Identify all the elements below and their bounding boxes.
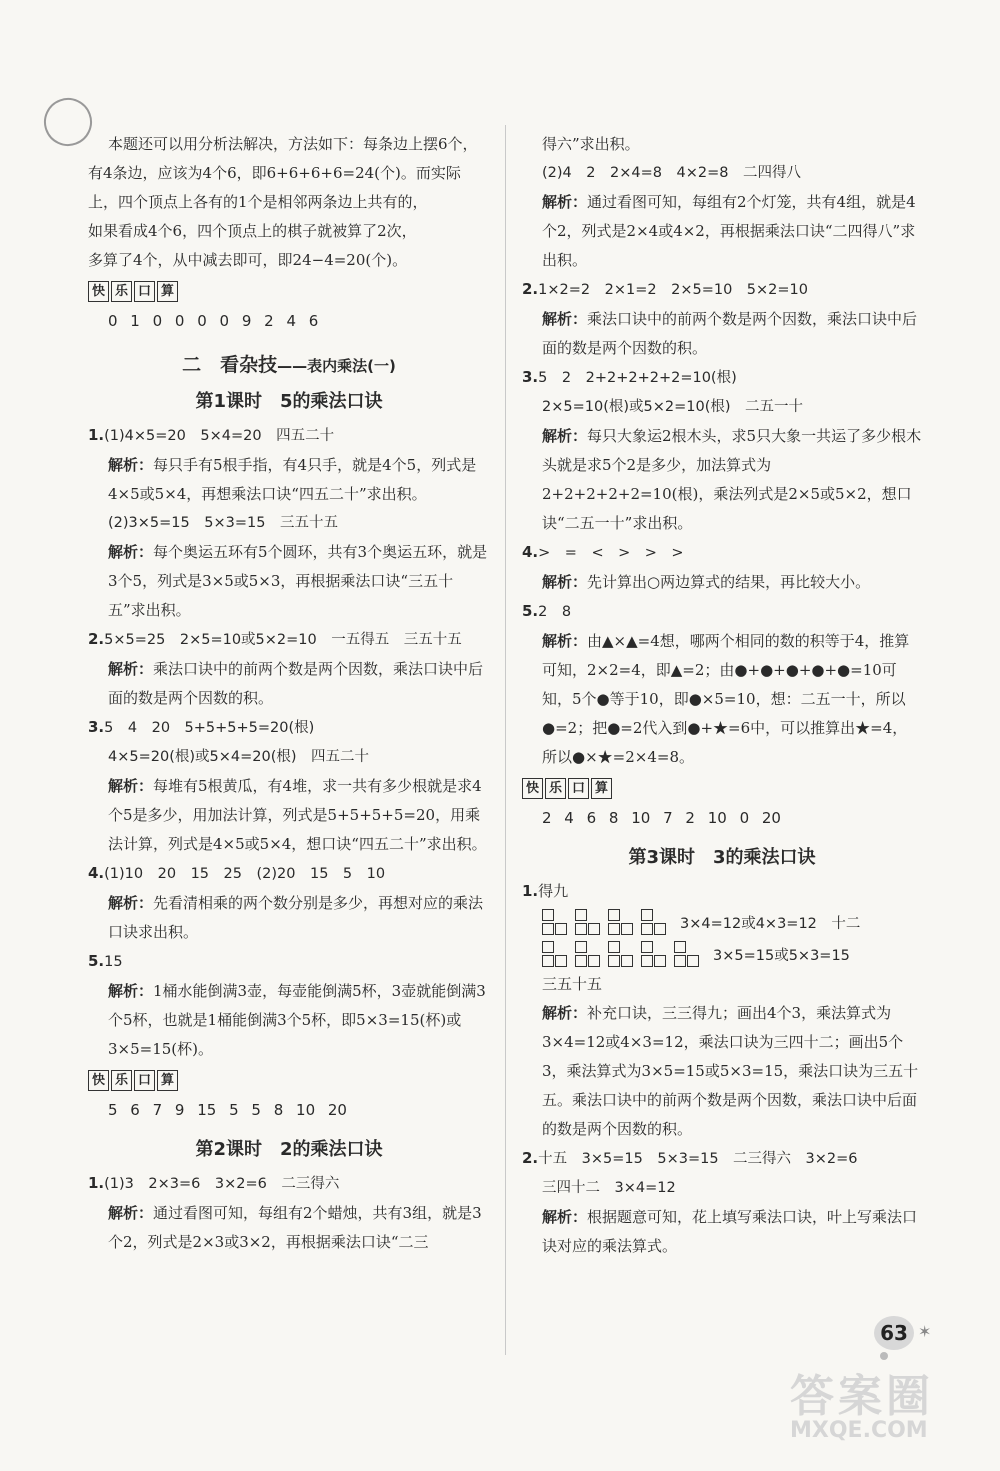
square-drawing-row: 3×5=15或5×3=15	[522, 938, 922, 970]
dot-decoration	[880, 1352, 888, 1360]
section-title: 第1课时 5的乘法口诀	[195, 391, 383, 412]
chapter-title: 二 看杂技——表内乘法(一)	[182, 354, 396, 376]
intro-line: 上，四个顶点上各有的1个是相邻两条边上共有的，	[88, 193, 428, 211]
intro-line: 有4条边，应该为4个6，即6+6+6+6=24(个)。而实际	[88, 164, 461, 182]
column-divider	[505, 125, 506, 1355]
kuaile-kousuan-label: 快 乐 口 算	[522, 778, 922, 799]
kuaile-answers: 2 4 6 8 10 7 2 10 0 20	[542, 809, 781, 827]
square-drawing-row: 3×4=12或4×3=12 十二	[522, 906, 922, 938]
right-column: 得六”求出积。 (2)4 2 2×4=8 4×2=8 二四得八 解析：通过看图可知，每组有2个灯笼，共有4组，就是4个2，列式是2×4或4×2，再根据乘法口诀“二四得八”求出积。 2.1×2=2 2×1=2 2×5=10 5×2=10 解析：乘法口诀中的前两个数是两个因数，乘法口诀中后面的数是两个因数的积。 3.5 2 2+2+2+2+2=10(根) 2×5=10(根)或5×2=10(根) 二五一十 解析：每只大象运2根木头，求5只大象一共运了多少根木头就是求5个2是多少，加法算式为2+2+2+2+2=10(根)，乘法列式是2×5或5×2，想口诀“二五一十”求出积。 4.> = < > > > 解析：先计算出○两边算式的结果，再比较大小。 5.2 8 解析：由▲×▲=4想，哪两个相同的数的积等于4，推算可知，2×2=4，即▲=2；由●+●+●+●+●=10可知，5个●等于10，即●×5=10，想：二五一十，所以●=2；把●=2代入到●+★=6中，可以推算出★=4，所以●×★=2×4=8。 快 乐 口 算 2 4 6 8 10 7 2 10 0 20 第3课时 3的乘法口诀 1.得九 3×4=12或4×3=12 十二 3×5=15或5×3=15 三五十五 解析：补充口诀，三三得九；画出4个3，乘法算式为3×4=12或4×3=12，乘法口诀为三四十二；画出5个3，乘法算式为3×5=15或5×3=15，乘法口诀为三五十五。乘法口诀中的前两个数是两个因数，乘法口诀中后面的数是两个因数的积。 2.十五 3×5=15 5×3=15 二三得六 3×2=6 三四十二 3×4=12 解析：根据题意可知，花上填写乘法口诀，叶上写乘法口诀对应的乘法算式。	[522, 135, 922, 1255]
intro-line: 如果看成4个6，四个顶点上的棋子就被算了2次，	[88, 222, 417, 240]
section-title: 第2课时 2的乘法口诀	[195, 1139, 383, 1160]
kuaile-answers: 5 6 7 9 15 5 5 8 10 20	[108, 1101, 347, 1119]
kuaile-kousuan-label: 快 乐 口 算	[88, 281, 490, 302]
section-title: 第3课时 3的乘法口诀	[628, 847, 816, 868]
square-groups	[542, 909, 666, 935]
watermark: 答案圈 MXQE.COM	[790, 1371, 934, 1443]
page-number: 63	[874, 1316, 914, 1350]
answer-block: 1.(1)4×5=20 5×4=20 四五二十 解析：每只手有5根手指，有4只手，就是4个5，列式是4×5或5×4，再想乘法口诀“四五二十”求出积。 (2)3×5=15 5×3=15 三五十五 解析：每个奥运五环有5个圆环，共有3个奥运五环，就是3个5，列式是3×5或5×3，再根据乘法口诀“三五十五”求出积。 2.5×5=25 2×5=10或5×2=10 一五得五 三五十五 解析：乘法口诀中的前两个数是两个因数，乘法口诀中后面的数是两个因数的积。 3.5 4 20 5+5+5+5=20(根) 4×5=20(根)或5×4=20(根) 四五二十 解析：每堆有5根黄瓜，有4堆，求一共有多少根就是求4个5是多少，用加法计算，列式是5+5+5+5=20，用乘法计算，列式是4×5或5×4，想口诀“四五二十”求出积。 4.(1)10 20 15 25 (2)20 15 5 10 解析：先看清相乘的两个数分别是多少，再想对应的乘法口诀求出积。 5.15 解析：1桶水能倒满3壶，每壶能倒满5杯，3壶就能倒满3个5杯，也就是1桶能倒满3个5杯，即5×3=15(杯)或3×5=15(杯)。	[88, 426, 488, 1058]
intro-line: 多算了4个，从中减去即可，即24−4=20(个)。	[88, 251, 408, 269]
square-groups	[542, 941, 699, 967]
left-column: 本题还可以用分析法解决，方法如下：每条边上摆6个， 有4条边，应该为4个6，即6+6+6+6=24(个)。而实际 上，四个顶点上各有的1个是相邻两条边上共有的， 如果看成4个6，四个顶点上的棋子就被算了2次， 多算了4个，从中减去即可，即24−4=20(个)。 快 乐 口 算 0 1 0 0 0 0 9 2 4 6 二 看杂技——表内乘法(一) 第1课时 5的乘法口诀 1.(1)4×5=20 5×4=20 四五二十 解析：每只手有5根手指，有4只手，就是4个5，列式是4×5或5×4，再想乘法口诀“四五二十”求出积。 (2)3×5=15 5×3=15 三五十五 解析：每个奥运五环有5个圆环，共有3个奥运五环，就是3个5，列式是3×5或5×3，再根据乘法口诀“三五十五”求出积。 2.5×5=25 2×5=10或5×2=10 一五得五 三五十五 解析：乘法口诀中的前两个数是两个因数，乘法口诀中后面的数是两个因数的积。 3.5 4 20 5+5+5+5=20(根) 4×5=20(根)或5×4=20(根) 四五二十 解析：每堆有5根黄瓜，有4堆，求一共有多少根就是求4个5是多少，用加法计算，列式是5+5+5+5=20，用乘法计算，列式是4×5或5×4，想口诀“四五二十”求出积。 4.(1)10 20 15 25 (2)20 15 5 10 解析：先看清相乘的两个数分别是多少，再想对应的乘法口诀求出积。 5.15 解析：1桶水能倒满3壶，每壶能倒满5杯，3壶就能倒满3个5杯，也就是1桶能倒满3个5杯，即5×3=15(杯)或3×5=15(杯)。 快 乐 口 算 5 6 7 9 15 5 5 8 10 20 第2课时 2的乘法口诀 1.(1)3 2×3=6 3×2=6 二三得六 解析：通过看图可知，每组有2个蜡烛，共有3组，就是3个2，列式是2×3或3×2，再根据乘法口诀“二三	[88, 130, 490, 1257]
kuaile-kousuan-label: 快 乐 口 算	[88, 1070, 490, 1091]
kuaile-answers: 0 1 0 0 0 0 9 2 4 6	[108, 312, 319, 330]
intro-line: 本题还可以用分析法解决，方法如下：每条边上摆6个，	[108, 135, 478, 153]
star-icon: ✶	[918, 1322, 932, 1341]
